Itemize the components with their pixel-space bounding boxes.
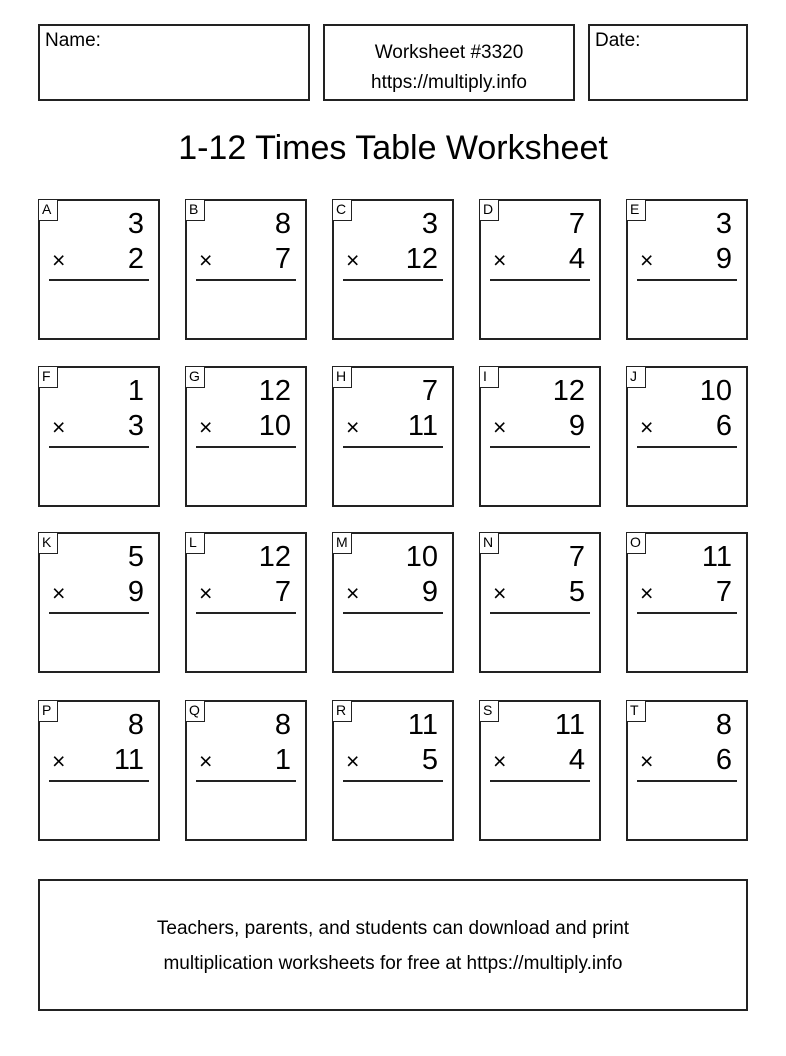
problem-bottom-number: 9 <box>715 243 732 275</box>
multiply-sign: × <box>493 748 507 774</box>
problem-top-number: 11 <box>407 709 438 741</box>
problem-letter: R <box>332 700 352 722</box>
multiply-sign: × <box>199 414 213 440</box>
problem-letter: O <box>626 532 646 554</box>
problem-letter: E <box>626 199 646 221</box>
problem-top-number: 8 <box>274 208 291 240</box>
problem-top-number: 12 <box>258 375 291 407</box>
problem-bottom-number: 9 <box>127 576 144 608</box>
answer-line <box>343 780 443 782</box>
answer-line <box>196 612 296 614</box>
answer-line <box>196 780 296 782</box>
footer-line-1: Teachers, parents, and students can download and print <box>156 918 630 939</box>
multiply-sign: × <box>640 414 654 440</box>
multiply-sign: × <box>640 580 654 606</box>
problem-letter: A <box>38 199 58 221</box>
problem-bottom-number: 12 <box>405 243 438 275</box>
multiply-sign: × <box>199 580 213 606</box>
problem-s[interactable] <box>479 700 601 841</box>
problem-r[interactable] <box>332 700 454 841</box>
problem-b[interactable] <box>185 199 307 340</box>
problem-n[interactable] <box>479 532 601 673</box>
problem-letter: P <box>38 700 58 722</box>
multiply-sign: × <box>199 247 213 273</box>
problem-top-number: 5 <box>127 541 144 573</box>
problem-letter: F <box>38 366 58 388</box>
problem-top-number: 10 <box>405 541 438 573</box>
problem-letter: L <box>185 532 205 554</box>
multiply-sign: × <box>52 247 66 273</box>
problem-top-number: 7 <box>568 208 585 240</box>
footer-line-2: multiplication worksheets for free at https://multiply.info <box>163 953 623 974</box>
problem-letter: M <box>332 532 352 554</box>
worksheet-info-box <box>323 24 575 101</box>
problem-bottom-number: 3 <box>127 410 144 442</box>
problem-letter: B <box>185 199 205 221</box>
problem-top-number: 7 <box>568 541 585 573</box>
problem-top-number: 10 <box>699 375 732 407</box>
problem-j[interactable] <box>626 366 748 507</box>
multiply-sign: × <box>52 414 66 440</box>
problem-letter: C <box>332 199 352 221</box>
problem-l[interactable] <box>185 532 307 673</box>
problem-c[interactable] <box>332 199 454 340</box>
problem-letter: G <box>185 366 205 388</box>
problem-top-number: 7 <box>421 375 438 407</box>
problem-h[interactable] <box>332 366 454 507</box>
problem-letter: J <box>626 366 646 388</box>
multiply-sign: × <box>52 580 66 606</box>
problem-k[interactable] <box>38 532 160 673</box>
problem-a[interactable] <box>38 199 160 340</box>
multiply-sign: × <box>640 247 654 273</box>
problem-bottom-number: 4 <box>568 243 585 275</box>
problem-letter: D <box>479 199 499 221</box>
answer-line <box>196 446 296 448</box>
problem-bottom-number: 9 <box>568 410 585 442</box>
problem-o[interactable] <box>626 532 748 673</box>
date-label: Date: <box>595 30 641 51</box>
multiply-sign: × <box>346 247 360 273</box>
answer-line <box>196 279 296 281</box>
problem-bottom-number: 5 <box>421 744 438 776</box>
problem-bottom-number: 6 <box>715 744 732 776</box>
answer-line <box>490 446 590 448</box>
footer-box <box>38 879 748 1011</box>
multiply-sign: × <box>346 748 360 774</box>
problem-d[interactable] <box>479 199 601 340</box>
problem-letter: T <box>626 700 646 722</box>
problem-top-number: 1 <box>127 375 144 407</box>
answer-line <box>343 446 443 448</box>
problem-top-number: 11 <box>701 541 732 573</box>
problem-letter: S <box>479 700 499 722</box>
problem-top-number: 8 <box>274 709 291 741</box>
answer-line <box>343 279 443 281</box>
problem-q[interactable] <box>185 700 307 841</box>
answer-line <box>343 612 443 614</box>
problem-letter: I <box>479 366 499 388</box>
answer-line <box>49 780 149 782</box>
date-field-box[interactable] <box>588 24 748 101</box>
problem-bottom-number: 2 <box>127 243 144 275</box>
problem-top-number: 8 <box>715 709 732 741</box>
problem-letter: K <box>38 532 58 554</box>
problem-m[interactable] <box>332 532 454 673</box>
answer-line <box>49 612 149 614</box>
problem-top-number: 3 <box>127 208 144 240</box>
problem-bottom-number: 7 <box>274 243 291 275</box>
problem-g[interactable] <box>185 366 307 507</box>
problem-f[interactable] <box>38 366 160 507</box>
answer-line <box>49 446 149 448</box>
name-label: Name: <box>45 30 101 51</box>
problem-i[interactable] <box>479 366 601 507</box>
problem-p[interactable] <box>38 700 160 841</box>
problem-letter: Q <box>185 700 205 722</box>
problem-bottom-number: 11 <box>113 744 144 776</box>
problem-bottom-number: 1 <box>274 744 291 776</box>
page-title: 1-12 Times Table Worksheet <box>178 129 608 167</box>
problem-top-number: 3 <box>421 208 438 240</box>
problem-bottom-number: 6 <box>715 410 732 442</box>
worksheet-url: https://multiply.info <box>371 72 527 93</box>
problem-bottom-number: 11 <box>407 410 438 442</box>
name-field-box[interactable] <box>38 24 310 101</box>
multiply-sign: × <box>493 414 507 440</box>
problem-letter: N <box>479 532 499 554</box>
multiply-sign: × <box>493 247 507 273</box>
multiply-sign: × <box>640 748 654 774</box>
answer-line <box>49 279 149 281</box>
problem-top-number: 8 <box>127 709 144 741</box>
problem-e[interactable] <box>626 199 748 340</box>
answer-line <box>490 780 590 782</box>
problem-bottom-number: 9 <box>421 576 438 608</box>
answer-line <box>637 780 737 782</box>
problem-bottom-number: 10 <box>258 410 291 442</box>
problem-bottom-number: 4 <box>568 744 585 776</box>
problem-top-number: 11 <box>554 709 585 741</box>
answer-line <box>490 612 590 614</box>
problem-top-number: 12 <box>258 541 291 573</box>
problem-bottom-number: 5 <box>568 576 585 608</box>
problem-bottom-number: 7 <box>715 576 732 608</box>
answer-line <box>637 279 737 281</box>
answer-line <box>490 279 590 281</box>
problem-top-number: 3 <box>715 208 732 240</box>
problem-bottom-number: 7 <box>274 576 291 608</box>
multiply-sign: × <box>346 414 360 440</box>
problem-letter: H <box>332 366 352 388</box>
multiply-sign: × <box>52 748 66 774</box>
problem-t[interactable] <box>626 700 748 841</box>
multiply-sign: × <box>199 748 213 774</box>
multiply-sign: × <box>493 580 507 606</box>
worksheet-number: Worksheet #3320 <box>374 42 524 63</box>
multiply-sign: × <box>346 580 360 606</box>
answer-line <box>637 612 737 614</box>
problem-top-number: 12 <box>552 375 585 407</box>
answer-line <box>637 446 737 448</box>
